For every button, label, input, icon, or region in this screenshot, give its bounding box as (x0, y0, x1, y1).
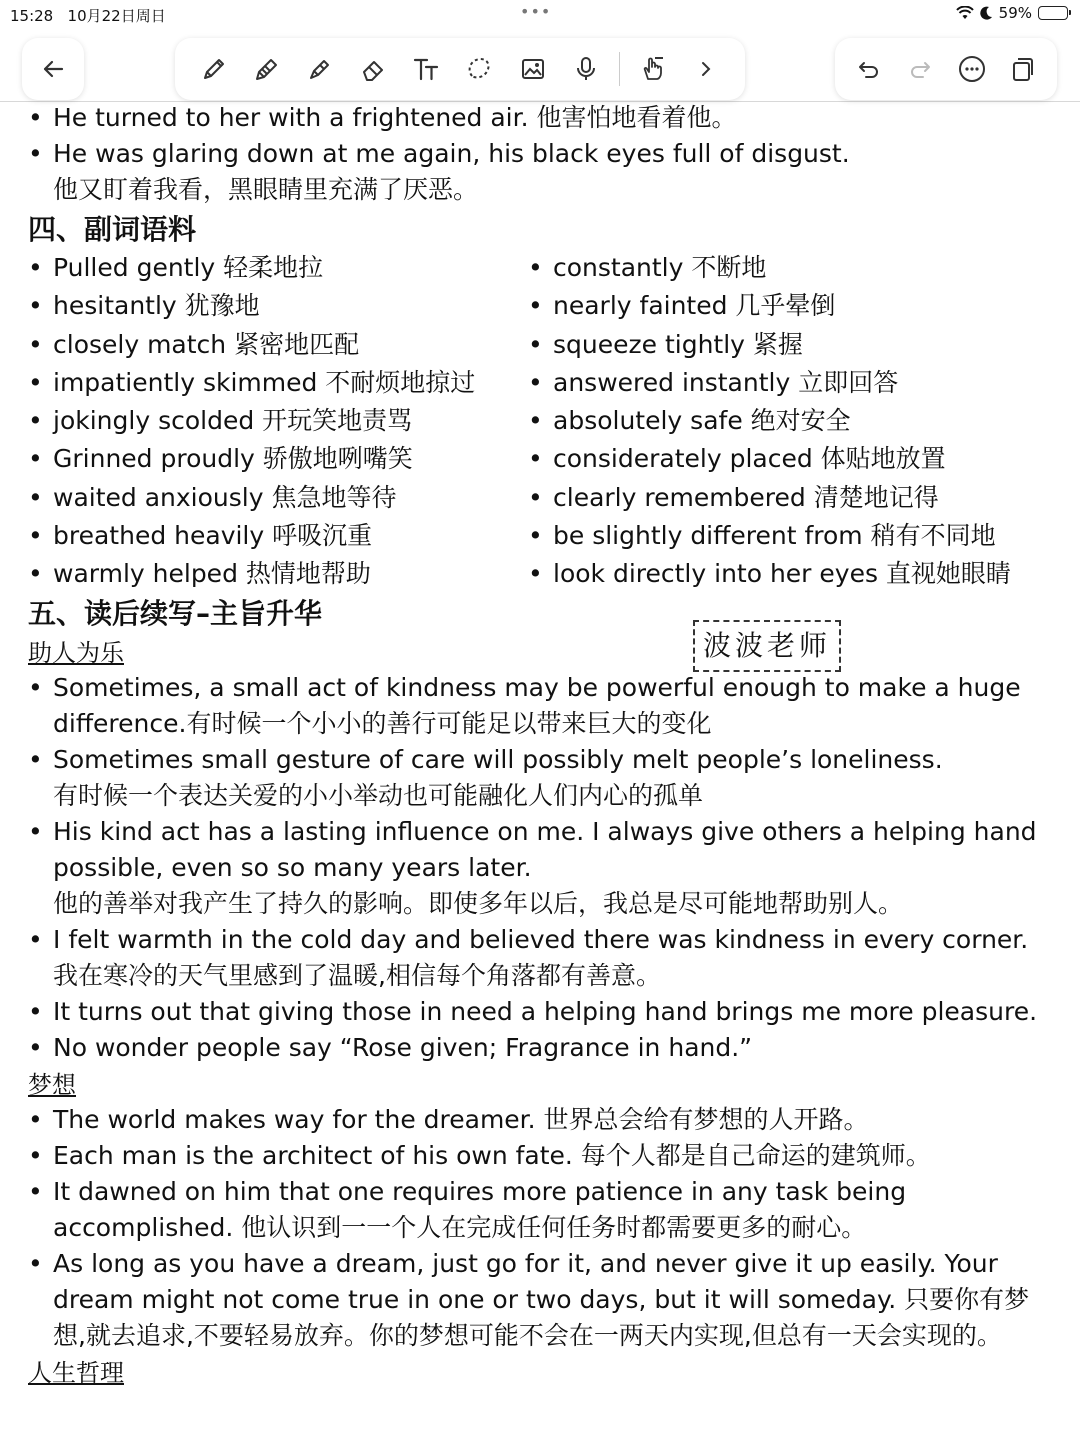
toolbar-separator (619, 52, 620, 86)
note-content[interactable] (28, 100, 1038, 1390)
list-item: • He turned to her with a frightened air. 他害怕地看着他。 (28, 100, 1038, 136)
subheading-helping: 助人为乐 (28, 639, 124, 668)
adverb-item: • be slightly different from 稍有不同地 (528, 518, 1038, 554)
eraser-icon[interactable] (353, 49, 393, 89)
list-item: • Sometimes, a small act of kindness may be powerful enough to make a huge difference.有时候一个小小的善行可能足以带来巨大的变化 (28, 670, 1038, 742)
list-item: • The world makes way for the dreamer. 世界总会给有梦想的人开路。 (28, 1102, 1038, 1138)
adverb-item: • absolutely safe 绝对安全 (528, 403, 1038, 439)
pen-icon[interactable] (194, 49, 234, 89)
list-item: • Each man is the architect of his own fate. 每个人都是自己命运的建筑师。 (28, 1138, 1038, 1174)
list-item: • Sometimes small gesture of care will possibly melt people’s loneliness. 有时候一个表达关爱的小小举动也可能融化人们内心的孤单 (28, 742, 1038, 814)
author-stamp: 波波老师 (693, 620, 841, 672)
list-item: • I felt warmth in the cold day and believed there was kindness in every corner. 我在寒冷的天气里感到了温暖,相信每个角落都有善意。 (28, 922, 1038, 994)
status-bar (0, 0, 1080, 28)
more-icon[interactable] (952, 49, 992, 89)
adverb-item: • jokingly scolded 开玩笑地责骂 (28, 403, 528, 439)
back-arrow-icon (33, 49, 73, 89)
note-toolbar (0, 28, 1080, 102)
adverb-item: • waited anxiously 焦急地等待 (28, 480, 528, 516)
tool-palette (175, 38, 745, 100)
redo-icon[interactable] (900, 49, 940, 89)
list-item: • As long as you have a dream, just go for it, and never give it up easily. Your dream might not come true in one or two days, but it will someday. 只要你有梦 想,就去追求,不要轻易放弃。你的梦想可能不会在一两天内实现,但总有一天会实现的。 (28, 1246, 1038, 1354)
image-icon[interactable] (513, 49, 553, 89)
back-button[interactable] (22, 38, 84, 100)
adverb-list (28, 250, 1038, 592)
adverb-item: • look directly into her eyes 直视她眼睛 (528, 556, 1038, 592)
highlighter-icon[interactable] (300, 49, 340, 89)
text-tool-icon[interactable] (406, 49, 446, 89)
status-date: 10月22日周日 (67, 7, 166, 25)
list-item: • No wonder people say “Rose given; Fragrance in hand.” (28, 1030, 1038, 1066)
moon-icon (980, 6, 993, 20)
battery-percent: 59% (998, 4, 1032, 22)
lasso-icon[interactable] (459, 49, 499, 89)
list-item: • He was glaring down at me again, his black eyes full of disgust. 他又盯着我看，黑眼睛里充满了厌恶。 (28, 136, 1038, 208)
undo-icon[interactable] (849, 49, 889, 89)
adverb-item: • Pulled gently 轻柔地拉 (28, 250, 528, 286)
pages-icon[interactable] (1003, 49, 1043, 89)
adverb-item: • breathed heavily 呼吸沉重 (28, 518, 528, 554)
adverb-item: • constantly 不断地 (528, 250, 1038, 286)
touch-hand-icon[interactable] (633, 49, 673, 89)
adverb-item: • impatiently skimmed 不耐烦地掠过 (28, 365, 528, 401)
adverb-item: • closely match 紧密地匹配 (28, 327, 528, 363)
section-heading-themes: 五、读后续写–主旨升华 (28, 597, 323, 631)
adverb-item: • Grinned proudly 骄傲地咧嘴笑 (28, 441, 528, 477)
adverb-item: • nearly fainted 几乎晕倒 (528, 288, 1038, 324)
list-item: • It dawned on him that one requires more patience in any task being accomplished. 他认识到一一个人在完成任何任务时都需要更多的耐心。 (28, 1174, 1038, 1246)
adverb-item: • answered instantly 立即回答 (528, 365, 1038, 401)
adverb-item: • warmly helped 热情地帮助 (28, 556, 528, 592)
battery-icon (1038, 6, 1068, 20)
action-buttons (835, 38, 1057, 100)
chevron-right-icon[interactable] (686, 49, 726, 89)
subheading-dreams: 梦想 (28, 1071, 76, 1100)
multitask-dots-icon[interactable]: ••• (520, 2, 552, 21)
adverb-item: • squeeze tightly 紧握 (528, 327, 1038, 363)
status-right (956, 4, 1068, 22)
list-item: • It turns out that giving those in need a helping hand brings me more pleasure. (28, 994, 1038, 1030)
section-heading-adverbs: 四、副词语料 (28, 213, 197, 246)
subheading-philosophy: 人生哲理 (28, 1359, 124, 1388)
adverb-item: • hesitantly 犹豫地 (28, 288, 528, 324)
status-time: 15:28 10月22日周日 (10, 7, 166, 25)
microphone-icon[interactable] (566, 49, 606, 89)
pencil-icon[interactable] (247, 49, 287, 89)
adverb-item: • considerately placed 体贴地放置 (528, 441, 1038, 477)
wifi-icon (956, 6, 974, 20)
adverb-item: • clearly remembered 清楚地记得 (528, 480, 1038, 516)
list-item: • His kind act has a lasting influence on me. I always give others a helping hand possible, even so so many years later. 他的善举对我产生了持久的影响。即使多年以后，我总是尽可能地帮助别人。 (28, 814, 1038, 922)
